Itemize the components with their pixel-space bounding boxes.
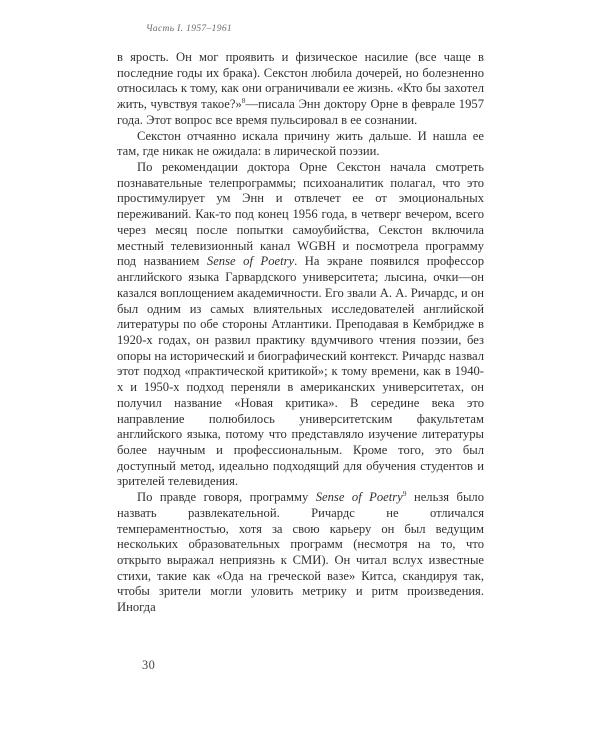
paragraph xyxy=(117,50,484,129)
footnote-marker[interactable]: 9 xyxy=(402,488,407,498)
paragraph xyxy=(117,160,484,490)
running-head: Часть I. 1957–1961 xyxy=(146,24,233,34)
body-text-block xyxy=(117,50,484,616)
italic-title: Sense of Poetry xyxy=(315,490,403,505)
paragraph xyxy=(117,129,484,160)
text-run: —писала Энн доктору Орне в феврале 1957 года. Этот вопрос все время пульсировал в ее сознании. xyxy=(117,97,484,127)
text-run: По правде говоря, программу xyxy=(137,490,316,505)
text-run: Секстон отчаянно искала причину жить дальше. И нашла ее там, где никак не ожидала: в лирической поэзии. xyxy=(117,128,484,159)
page-number: 30 xyxy=(142,658,156,672)
italic-title: Sense of Poetry xyxy=(206,254,295,269)
text-run: нельзя было назвать развлекательной. Ричардс не отличался темпераментностью, хотя за свою карьеру он был ведущим нескольких образовательных программ (несмотря на то, что открыто выражал неприязнь к СМИ). Он читал вслух известные стихи, такие как «Ода на греческой вазе» Китса, скандируя так, чтобы зрители могли уловить метрику и ритм произведения. Иногда xyxy=(117,490,485,615)
paragraph xyxy=(117,490,484,616)
text-run: По рекомендации доктора Орне Секстон начала смотреть познавательные телепрограммы; психоаналитик полагал, что это простимулирует ум Энн и отвлечет ее от эмоциональных переживаний. Как-то под конец 1956 года, в четверг вечером, всего через месяц после попытки самоубийства, Секстон включила местный телевизионный канал WGBH и посмотрела программу под названием xyxy=(117,160,484,269)
text-run: . На экране появился профессор английского языка Гарвардского университета; лысина, очки—он казался воплощением академичности. Его звали А. А. Ричардс, и он был одним из самых влиятельных исследователей английской литературы по обе стороны Атлантики. Преподавая в Кембридже в 1920-х годах, он развил практику вдумчивого чтения поэзии, без опоры на исторический и биографический контекст. Ричардс назвал этот подход «практической критикой»; к тому времени, как в 1940-х и 1950-х подход переняли в американских университетах, он получил название «Новая критика». В середине века это направление полюбилось университетским факультетам английского языка, потому что представляло изучение литературы более научным и профессиональным. Кроме того, это был доступный метод, идеально подходящий для обучения студентов и зрителей телевидения. xyxy=(117,254,484,489)
footnote-marker[interactable]: 8 xyxy=(241,95,246,105)
text-run: в ярость. Он мог проявить и физическое насилие (все чаще в последние годы их брака). Секстон любила дочерей, но болезненно относилась к тому, как они ограничивали ее жизнь. «Кто бы захотел жить, чувствуя такое?» xyxy=(117,50,484,112)
